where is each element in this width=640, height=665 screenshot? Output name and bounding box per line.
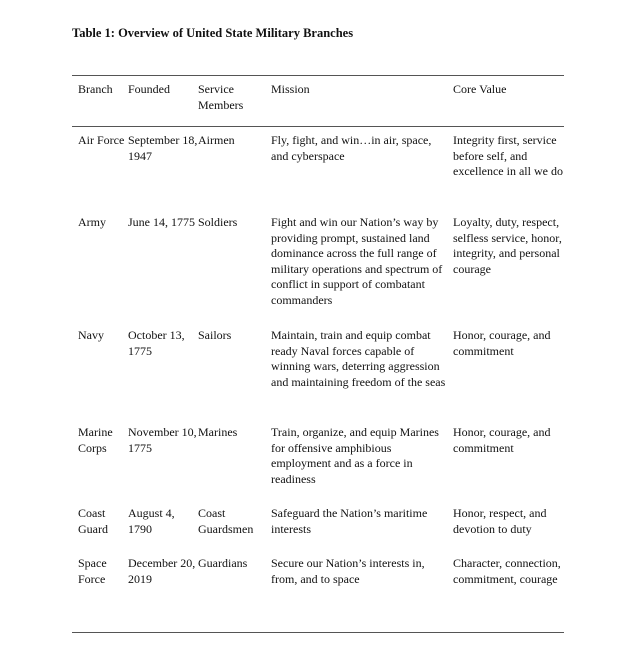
members-cell: Guardians — [198, 556, 248, 570]
founded-cell: November 10, 1775 — [128, 425, 197, 455]
header-branch: Branch — [78, 82, 113, 96]
core-value-cell: Honor, courage, and commitment — [453, 425, 551, 455]
branch-cell: Navy — [78, 328, 104, 342]
core-value-cell: Character, connection, commitment, courage — [453, 556, 561, 586]
branch-cell: Air Force — [78, 133, 125, 147]
branch-cell: Coast Guard — [78, 506, 108, 536]
founded-cell: June 14, 1775 — [128, 215, 195, 229]
header-service-members: Service Members — [198, 82, 244, 112]
header-founded: Founded — [128, 82, 170, 96]
top-rule — [72, 75, 564, 76]
founded-cell: September 18, 1947 — [128, 133, 198, 163]
core-value-cell: Honor, respect, and devotion to duty — [453, 506, 547, 536]
header-mission: Mission — [271, 82, 310, 96]
core-value-cell: Loyalty, duty, respect, selfless service, honor, integrity, and personal courage — [453, 215, 562, 276]
branch-cell: Marine Corps — [78, 425, 113, 455]
founded-cell: August 4, 1790 — [128, 506, 175, 536]
branch-cell: Army — [78, 215, 106, 229]
mission-cell: Secure our Nation’s interests in, from, and to space — [271, 556, 425, 586]
header-core-value: Core Value — [453, 82, 507, 96]
branch-cell: Space Force — [78, 556, 107, 586]
members-cell: Airmen — [198, 133, 235, 147]
bottom-rule — [72, 632, 564, 633]
members-cell: Marines — [198, 425, 238, 439]
core-value-cell: Honor, courage, and commitment — [453, 328, 551, 358]
members-cell: Sailors — [198, 328, 232, 342]
mission-cell: Train, organize, and equip Marines for offensive amphibious employment and as a force in readiness — [271, 425, 439, 486]
members-cell: Soldiers — [198, 215, 238, 229]
members-cell: Coast Guardsmen — [198, 506, 254, 536]
founded-cell: December 20, 2019 — [128, 556, 196, 586]
table-title: Table 1: Overview of United State Military Branches — [72, 26, 354, 40]
mission-cell: Maintain, train and equip combat ready Naval forces capable of winning wars, deterring aggression and maintaining freedom of the seas — [271, 328, 446, 389]
header-rule — [72, 126, 564, 127]
mission-cell: Fly, fight, and win…in air, space, and cyberspace — [271, 133, 432, 163]
mission-cell: Safeguard the Nation’s maritime interests — [271, 506, 428, 536]
founded-cell: October 13, 1775 — [128, 328, 185, 358]
mission-cell: Fight and win our Nation’s way by providing prompt, sustained land dominance across the full range of military operations and spectrum of conflict in support of combatant commanders — [271, 215, 443, 307]
core-value-cell: Integrity first, service before self, and excellence in all we do — [453, 133, 563, 178]
